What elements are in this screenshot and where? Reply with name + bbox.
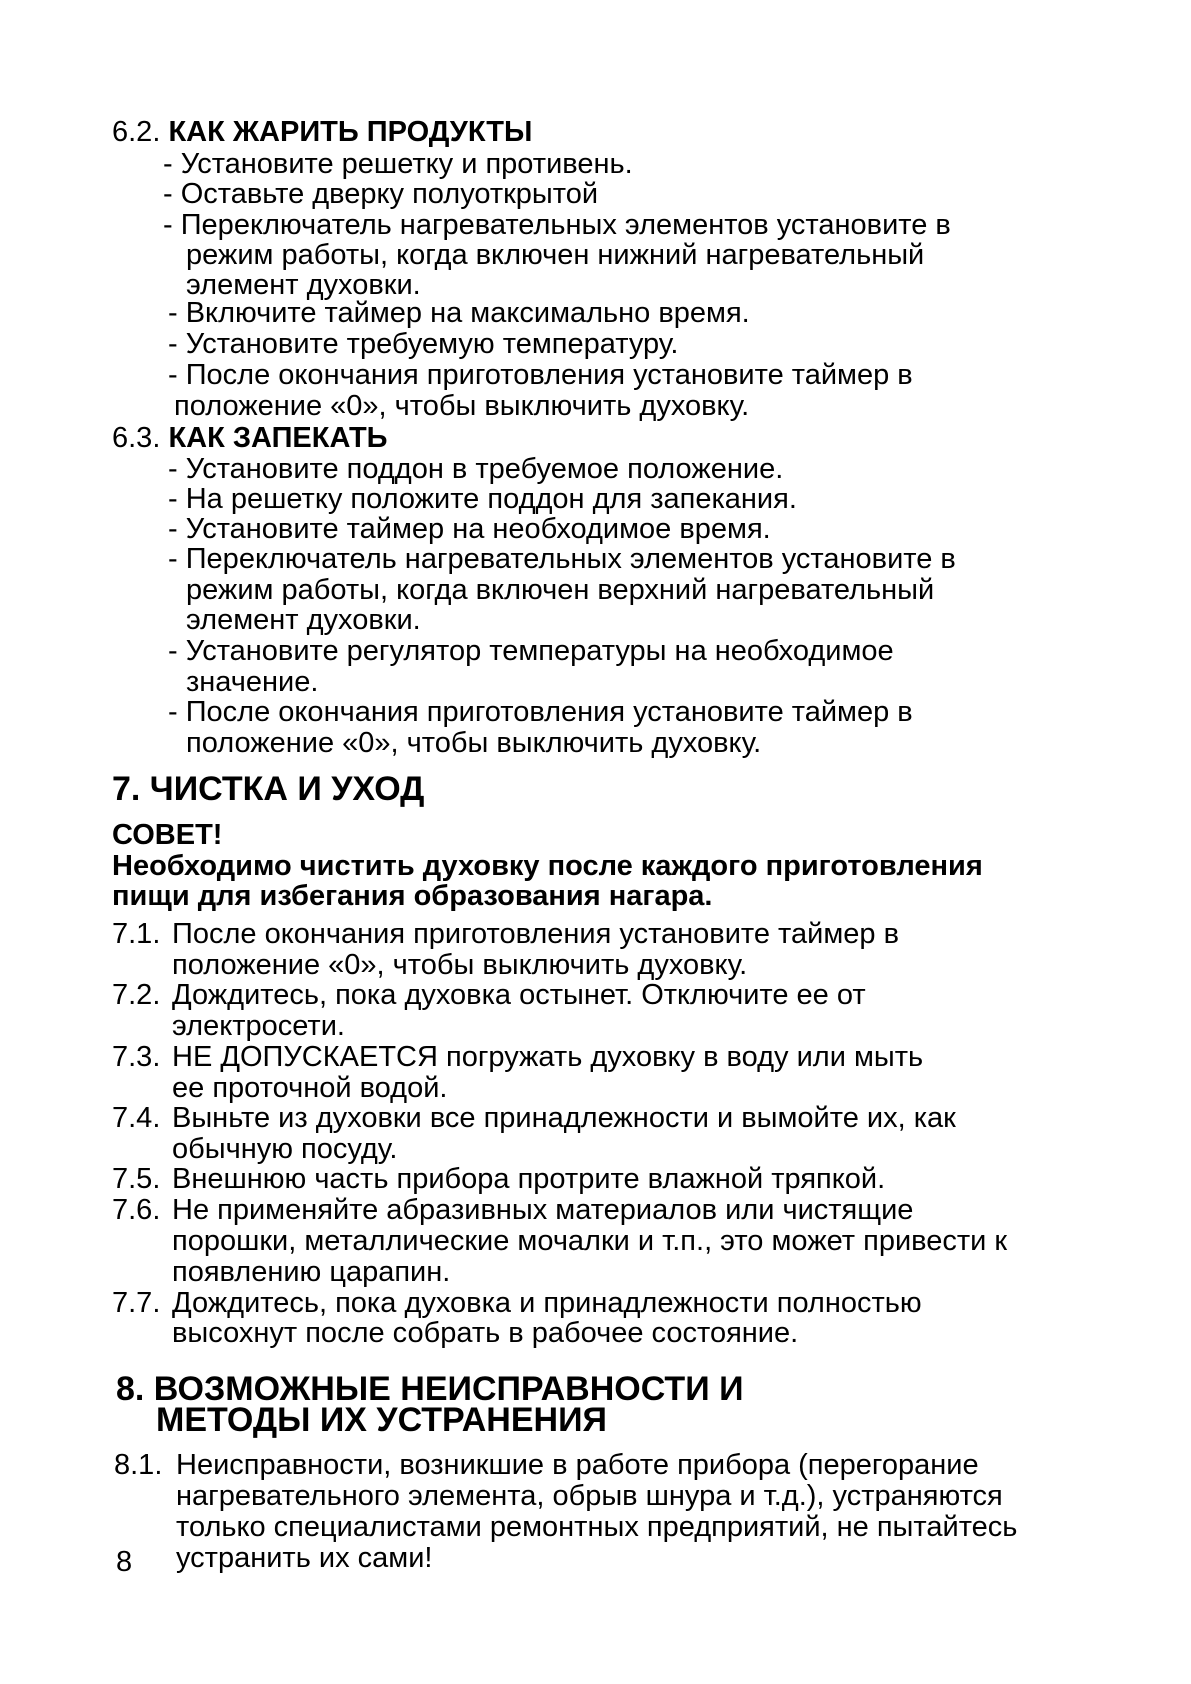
item-text: порошки, металлические мочалки и т.п., это может привести к: [172, 1225, 1008, 1257]
section-6-3-heading: [112, 423, 388, 454]
section-8-title: МЕТОДЫ ИХ УСТРАНЕНИЯ: [156, 1401, 607, 1439]
item-text: только специалистами ремонтных предприятий, не пытайтесь: [176, 1511, 1018, 1543]
item-number: 7.3.: [112, 1041, 161, 1073]
advice-title: СОВЕТ!: [112, 819, 223, 851]
section-6-2-title: КАК ЖАРИТЬ ПРОДУКТЫ: [168, 116, 533, 148]
advice-text: Необходимо чистить духовку после каждого приготовления: [112, 850, 983, 882]
section-7-title: 7. ЧИСТКА И УХОД: [112, 770, 425, 808]
item-number: 7.4.: [112, 1102, 161, 1134]
page-number: 8: [116, 1546, 133, 1578]
section-6-3-title: КАК ЗАПЕКАТЬ: [168, 422, 388, 454]
item-number: 7.5.: [112, 1163, 161, 1195]
section-6-3-line: - На решетку положите поддон для запекания.: [168, 483, 797, 515]
item-text: положение «0», чтобы выключить духовку.: [172, 949, 748, 981]
section-6-2-line: - Установите решетку и противень.: [163, 148, 633, 180]
section-6-2-line: режим работы, когда включен нижний нагревательный: [186, 239, 925, 271]
section-6-3-line: положение «0», чтобы выключить духовку.: [186, 727, 762, 759]
section-6-2-line: - Оставьте дверку полуоткрытой: [163, 178, 599, 210]
item-text: электросети.: [172, 1010, 345, 1042]
item-number: 7.7.: [112, 1287, 161, 1319]
item-number: 7.2.: [112, 979, 161, 1011]
item-text: Дождитесь, пока духовка остынет. Отключите ее от: [172, 979, 866, 1011]
section-6-3-line: - Установите таймер на необходимое время.: [168, 513, 771, 545]
section-6-3-line: значение.: [186, 666, 319, 698]
item-text: Неисправности, возникшие в работе прибора (перегорание: [176, 1449, 979, 1481]
item-text: После окончания приготовления установите таймер в: [172, 918, 899, 950]
item-text: нагревательного элемента, обрыв шнура и т.д.), устраняются: [176, 1480, 1003, 1512]
section-6-3-line: - Установите регулятор температуры на необходимое: [168, 635, 894, 667]
section-6-3-number: 6.3.: [112, 422, 161, 454]
section-6-2-line: - После окончания приготовления установите таймер в: [168, 359, 913, 391]
advice-text: пищи для избегания образования нагара.: [112, 880, 713, 912]
section-6-3-line: режим работы, когда включен верхний нагревательный: [186, 574, 935, 606]
item-text: высохнут после собрать в рабочее состояние.: [172, 1317, 799, 1349]
item-text: НЕ ДОПУСКАЕТСЯ погружать духовку в воду или мыть: [172, 1041, 924, 1073]
item-text: Выньте из духовки все принадлежности и вымойте их, как: [172, 1102, 956, 1134]
section-6-2-line: положение «0», чтобы выключить духовку.: [174, 390, 750, 422]
item-text: появлению царапин.: [172, 1256, 451, 1288]
section-6-3-line: - Переключатель нагревательных элементов установите в: [168, 543, 956, 575]
item-number: 7.1.: [112, 918, 161, 950]
item-text: Внешнюю часть прибора протрите влажной тряпкой.: [172, 1163, 886, 1195]
item-number: 8.1.: [114, 1449, 163, 1481]
item-text: Дождитесь, пока духовка и принадлежности полностью: [172, 1287, 922, 1319]
section-6-3-line: - Установите поддон в требуемое положение.: [168, 453, 784, 485]
item-text: обычную посуду.: [172, 1133, 398, 1165]
section-6-3-line: элемент духовки.: [186, 604, 421, 636]
section-8-title: 8. ВОЗМОЖНЫЕ НЕИСПРАВНОСТИ И: [116, 1370, 744, 1408]
section-6-2-line: - Установите требуемую температуру.: [168, 328, 679, 360]
item-number: 7.6.: [112, 1194, 161, 1226]
item-text: устранить их сами!: [176, 1542, 433, 1574]
section-6-2-line: - Переключатель нагревательных элементов установите в: [163, 209, 951, 241]
item-text: Не применяйте абразивных материалов или чистящие: [172, 1194, 914, 1226]
section-6-3-line: - После окончания приготовления установите таймер в: [168, 696, 913, 728]
section-6-2-line: - Включите таймер на максимально время.: [168, 297, 750, 329]
item-text: ее проточной водой.: [172, 1072, 448, 1104]
section-6-2-line: элемент духовки.: [186, 269, 421, 301]
section-6-2-heading: [112, 117, 532, 148]
section-6-2-number: 6.2.: [112, 116, 161, 148]
